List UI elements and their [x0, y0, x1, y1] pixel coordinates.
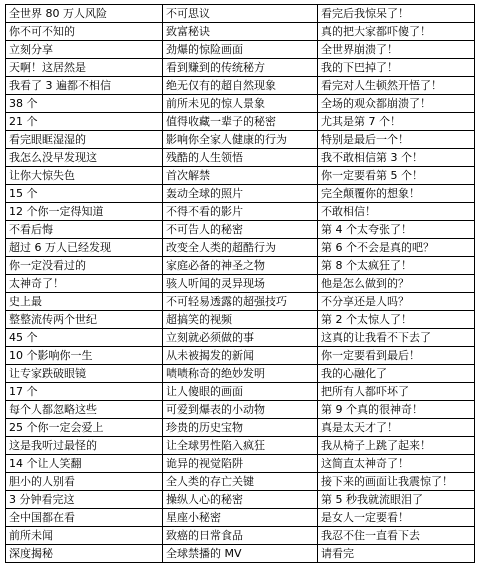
table-cell-subject-phrase: 骇人听闻的灵异现场	[163, 275, 318, 293]
table-cell-subject-phrase: 操纵人心的秘密	[163, 491, 318, 509]
table-cell-subject-phrase: 不可告人的秘密	[163, 221, 318, 239]
table-cell-closing-phrase: 第 6 个不会是真的吧？	[318, 239, 475, 257]
table-cell-opening-phrase: 25 个你一定会爱上	[6, 419, 163, 437]
table-cell-opening-phrase: 21 个	[6, 113, 163, 131]
table-cell-closing-phrase: 全场的观众都崩溃了！	[318, 95, 475, 113]
table-cell-opening-phrase: 我看了 3 遍都不相信	[6, 77, 163, 95]
table-row	[6, 311, 475, 329]
table-row	[6, 437, 475, 455]
table-cell-closing-phrase: 第 2 个太惊人了！	[318, 311, 475, 329]
table-row	[6, 113, 475, 131]
table-cell-subject-phrase: 不可思议	[163, 5, 318, 23]
table-cell-subject-phrase: 全人类的存亡关键	[163, 473, 318, 491]
table-row	[6, 185, 475, 203]
table-cell-opening-phrase: 3 分钟看完这	[6, 491, 163, 509]
table-cell-subject-phrase: 诡异的视觉陷阱	[163, 455, 318, 473]
table-row	[6, 221, 475, 239]
table-cell-subject-phrase: 全球禁播的 MV	[163, 545, 318, 563]
phrase-table-body	[6, 5, 475, 563]
table-cell-closing-phrase: 看完后我惊呆了！	[318, 5, 475, 23]
table-cell-closing-phrase: 是女人一定要看！	[318, 509, 475, 527]
table-cell-closing-phrase: 不敢相信！	[318, 203, 475, 221]
table-row	[6, 527, 475, 545]
table-cell-subject-phrase: 不可轻易透露的超强技巧	[163, 293, 318, 311]
table-cell-closing-phrase: 我的心融化了	[318, 365, 475, 383]
table-cell-closing-phrase: 不分享还是人吗？	[318, 293, 475, 311]
table-cell-subject-phrase: 可爱到爆表的小动物	[163, 401, 318, 419]
table-cell-subject-phrase: 残酷的人生领悟	[163, 149, 318, 167]
table-cell-opening-phrase: 15 个	[6, 185, 163, 203]
table-row	[6, 293, 475, 311]
table-cell-opening-phrase: 天啊！这居然是	[6, 59, 163, 77]
phrase-table	[5, 4, 475, 563]
table-row	[6, 347, 475, 365]
table-cell-opening-phrase: 12 个你一定得知道	[6, 203, 163, 221]
table-row	[6, 59, 475, 77]
table-cell-closing-phrase: 这真的让我看不下去了	[318, 329, 475, 347]
table-cell-opening-phrase: 整整流传两个世纪	[6, 311, 163, 329]
table-row	[6, 203, 475, 221]
table-cell-subject-phrase: 珍贵的历史宝物	[163, 419, 318, 437]
table-cell-opening-phrase: 深度揭秘	[6, 545, 163, 563]
table-cell-subject-phrase: 家庭必备的神圣之物	[163, 257, 318, 275]
table-cell-subject-phrase: 轰动全球的照片	[163, 185, 318, 203]
table-cell-subject-phrase: 让人傻眼的画面	[163, 383, 318, 401]
table-cell-subject-phrase: 不得不看的影片	[163, 203, 318, 221]
table-cell-closing-phrase: 特别是最后一个！	[318, 131, 475, 149]
table-cell-opening-phrase: 全中国都在看	[6, 509, 163, 527]
table-cell-closing-phrase: 我从椅子上跳了起来！	[318, 437, 475, 455]
table-cell-closing-phrase: 我忍不住一直看下去	[318, 527, 475, 545]
table-cell-subject-phrase: 星座小秘密	[163, 509, 318, 527]
table-cell-closing-phrase: 这简直太神奇了！	[318, 455, 475, 473]
table-cell-closing-phrase: 第 8 个太疯狂了！	[318, 257, 475, 275]
table-cell-subject-phrase: 致富秘诀	[163, 23, 318, 41]
table-cell-closing-phrase: 尤其是第 7 个！	[318, 113, 475, 131]
table-cell-opening-phrase: 45 个	[6, 329, 163, 347]
table-row	[6, 23, 475, 41]
table-cell-opening-phrase: 超过 6 万人已经发现	[6, 239, 163, 257]
table-cell-subject-phrase: 劲爆的惊险画面	[163, 41, 318, 59]
table-row	[6, 149, 475, 167]
table-cell-closing-phrase: 你一定要看到最后！	[318, 347, 475, 365]
table-cell-subject-phrase: 看到赚到的传统秘方	[163, 59, 318, 77]
table-row	[6, 329, 475, 347]
table-cell-closing-phrase: 第 9 个真的很神奇！	[318, 401, 475, 419]
table-cell-subject-phrase: 首次解禁	[163, 167, 318, 185]
table-cell-subject-phrase: 绝无仅有的超自然现象	[163, 77, 318, 95]
table-cell-closing-phrase: 他是怎么做到的？	[318, 275, 475, 293]
table-row	[6, 401, 475, 419]
table-cell-opening-phrase: 我怎么没早发现这	[6, 149, 163, 167]
table-cell-opening-phrase: 立刻分享	[6, 41, 163, 59]
table-cell-opening-phrase: 你一定没看过的	[6, 257, 163, 275]
table-row	[6, 239, 475, 257]
table-cell-opening-phrase: 让专家跌破眼镜	[6, 365, 163, 383]
table-cell-opening-phrase: 不看后悔	[6, 221, 163, 239]
table-cell-opening-phrase: 太神奇了！	[6, 275, 163, 293]
table-cell-closing-phrase: 真是太天才了！	[318, 419, 475, 437]
table-cell-opening-phrase: 看完眼眶湿湿的	[6, 131, 163, 149]
table-cell-opening-phrase: 史上最	[6, 293, 163, 311]
table-cell-closing-phrase: 接下来的画面让我震惊了！	[318, 473, 475, 491]
table-row	[6, 383, 475, 401]
table-cell-opening-phrase: 胆小的人别看	[6, 473, 163, 491]
table-row	[6, 95, 475, 113]
table-cell-subject-phrase: 让全球男性陷入疯狂	[163, 437, 318, 455]
table-row	[6, 77, 475, 95]
table-row	[6, 455, 475, 473]
table-cell-opening-phrase: 全世界 80 万人风险	[6, 5, 163, 23]
table-row	[6, 419, 475, 437]
table-row	[6, 545, 475, 563]
table-cell-closing-phrase: 真的把大家都吓傻了！	[318, 23, 475, 41]
table-cell-opening-phrase: 让你大惊失色	[6, 167, 163, 185]
table-cell-closing-phrase: 你一定要看第 5 个！	[318, 167, 475, 185]
table-cell-closing-phrase: 全世界崩溃了！	[318, 41, 475, 59]
table-cell-closing-phrase: 请看完	[318, 545, 475, 563]
table-cell-subject-phrase: 改变全人类的超酷行为	[163, 239, 318, 257]
table-row	[6, 257, 475, 275]
table-cell-subject-phrase: 啧啧称奇的绝妙发明	[163, 365, 318, 383]
table-row	[6, 509, 475, 527]
table-cell-subject-phrase: 前所未见的惊人景象	[163, 95, 318, 113]
table-row	[6, 473, 475, 491]
table-row	[6, 167, 475, 185]
table-cell-closing-phrase: 把所有人都吓坏了	[318, 383, 475, 401]
table-cell-opening-phrase: 14 个让人笑翻	[6, 455, 163, 473]
table-cell-closing-phrase: 完全颠覆你的想象！	[318, 185, 475, 203]
table-cell-opening-phrase: 38 个	[6, 95, 163, 113]
table-cell-closing-phrase: 第 5 秒我就流眼泪了	[318, 491, 475, 509]
table-row	[6, 41, 475, 59]
table-cell-opening-phrase: 前所未闻	[6, 527, 163, 545]
table-cell-subject-phrase: 值得收藏一辈子的秘密	[163, 113, 318, 131]
table-cell-subject-phrase: 超搞笑的视频	[163, 311, 318, 329]
table-row	[6, 491, 475, 509]
table-row	[6, 131, 475, 149]
table-row	[6, 5, 475, 23]
table-cell-subject-phrase: 致癌的日常食品	[163, 527, 318, 545]
table-cell-opening-phrase: 17 个	[6, 383, 163, 401]
table-cell-closing-phrase: 我的下巴掉了！	[318, 59, 475, 77]
table-row	[6, 365, 475, 383]
table-cell-subject-phrase: 从未被揭发的新闻	[163, 347, 318, 365]
table-cell-closing-phrase: 我不敢相信第 3 个！	[318, 149, 475, 167]
table-cell-opening-phrase: 10 个影响你一生	[6, 347, 163, 365]
table-cell-closing-phrase: 看完对人生顿然开悟了！	[318, 77, 475, 95]
table-cell-opening-phrase: 每个人都忽略这些	[6, 401, 163, 419]
table-cell-subject-phrase: 影响你全家人健康的行为	[163, 131, 318, 149]
table-cell-closing-phrase: 第 4 个太夸张了！	[318, 221, 475, 239]
table-cell-opening-phrase: 你不可不知的	[6, 23, 163, 41]
table-cell-opening-phrase: 这是我听过最怪的	[6, 437, 163, 455]
table-cell-subject-phrase: 立刻就必须做的事	[163, 329, 318, 347]
table-row	[6, 275, 475, 293]
